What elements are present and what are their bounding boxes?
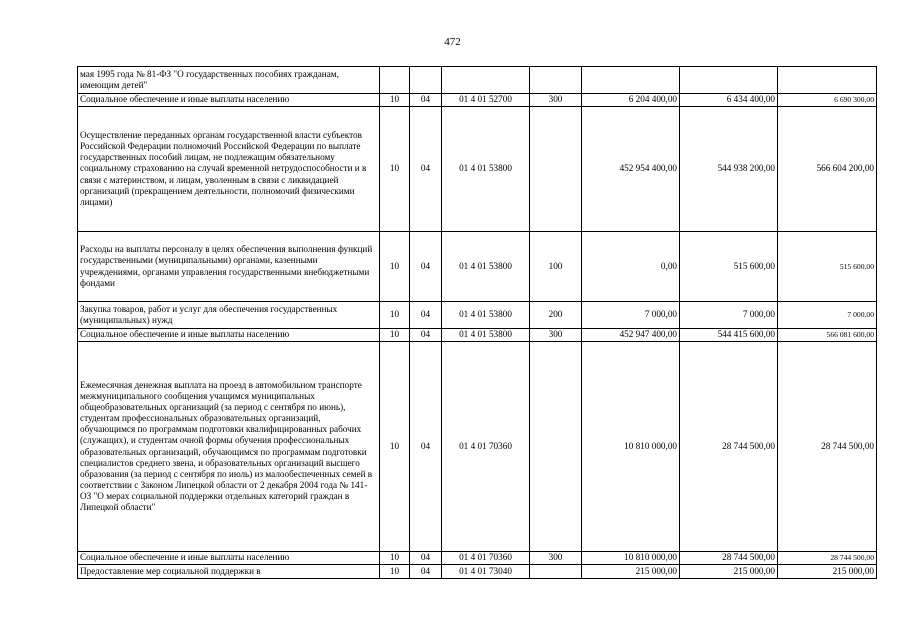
expense-type-cell: 300	[530, 552, 582, 565]
amount-year-3-cell: 566 081 600,00	[778, 329, 877, 342]
row-name-cell: мая 1995 года № 81-ФЗ "О государственных пособиях гражданам, имеющим детей"	[78, 67, 380, 94]
table-row	[78, 302, 877, 329]
amount-year-2-cell: 7 000,00	[680, 302, 778, 329]
target-code-cell: 01 4 01 70360	[442, 342, 530, 552]
row-name-cell: Социальное обеспечение и иные выплаты населению	[78, 94, 380, 107]
amount-year-1-cell: 10 810 000,00	[582, 342, 680, 552]
amount-year-2-cell: 28 744 500,00	[680, 342, 778, 552]
row-name-cell: Социальное обеспечение и иные выплаты населению	[78, 329, 380, 342]
expense-type-cell	[530, 342, 582, 552]
section-cell: 10	[380, 232, 410, 302]
amount-year-2-cell: 544 938 200,00	[680, 107, 778, 232]
page-number: 472	[444, 36, 461, 48]
row-name-cell: Расходы на выплаты персоналу в целях обеспечения выполнения функций государственными (муниципальными) органами, казенными учреждениями, органами управления государственными внебюджетными фондами	[78, 232, 380, 302]
table-row	[78, 329, 877, 342]
section-cell	[380, 67, 410, 94]
table-row	[78, 107, 877, 232]
subsection-cell: 04	[410, 232, 442, 302]
target-code-cell: 01 4 01 53800	[442, 232, 530, 302]
amount-year-1-cell: 215 000,00	[582, 565, 680, 579]
subsection-cell: 04	[410, 107, 442, 232]
target-code-cell: 01 4 01 53800	[442, 329, 530, 342]
amount-year-3-cell: 215 000,00	[778, 565, 877, 579]
expense-type-cell: 300	[530, 94, 582, 107]
amount-year-2-cell: 6 434 400,00	[680, 94, 778, 107]
table-row	[78, 232, 877, 302]
subsection-cell: 04	[410, 565, 442, 579]
expense-type-cell	[530, 565, 582, 579]
amount-year-3-cell: 28 744 500,00	[778, 342, 877, 552]
subsection-cell	[410, 67, 442, 94]
table-row	[78, 552, 877, 565]
amount-year-1-cell: 6 204 400,00	[582, 94, 680, 107]
amount-year-1-cell: 452 947 400,00	[582, 329, 680, 342]
expense-type-cell	[530, 107, 582, 232]
table-row	[78, 67, 877, 94]
target-code-cell	[442, 67, 530, 94]
row-name-cell: Закупка товаров, работ и услуг для обеспечения государственных (муниципальных) нужд	[78, 302, 380, 329]
section-cell: 10	[380, 342, 410, 552]
amount-year-2-cell: 28 744 500,00	[680, 552, 778, 565]
expense-type-cell: 100	[530, 232, 582, 302]
amount-year-1-cell: 10 810 000,00	[582, 552, 680, 565]
amount-year-3-cell: 28 744 500,00	[778, 552, 877, 565]
amount-year-2-cell	[680, 67, 778, 94]
amount-year-1-cell: 0,00	[582, 232, 680, 302]
subsection-cell: 04	[410, 552, 442, 565]
amount-year-3-cell: 7 000,00	[778, 302, 877, 329]
table-row	[78, 565, 877, 579]
subsection-cell: 04	[410, 302, 442, 329]
target-code-cell: 01 4 01 53800	[442, 107, 530, 232]
section-cell: 10	[380, 552, 410, 565]
section-cell: 10	[380, 329, 410, 342]
amount-year-3-cell: 515 600,00	[778, 232, 877, 302]
expense-type-cell: 200	[530, 302, 582, 329]
section-cell: 10	[380, 302, 410, 329]
budget-table	[77, 66, 877, 579]
amount-year-2-cell: 215 000,00	[680, 565, 778, 579]
table-row	[78, 342, 877, 552]
target-code-cell: 01 4 01 73040	[442, 565, 530, 579]
amount-year-2-cell: 515 600,00	[680, 232, 778, 302]
table-row	[78, 94, 877, 107]
amount-year-3-cell: 566 604 200,00	[778, 107, 877, 232]
subsection-cell: 04	[410, 94, 442, 107]
amount-year-1-cell: 7 000,00	[582, 302, 680, 329]
target-code-cell: 01 4 01 53800	[442, 302, 530, 329]
subsection-cell: 04	[410, 329, 442, 342]
row-name-cell: Предоставление мер социальной поддержки в	[78, 565, 380, 579]
row-name-cell: Осуществление переданных органам государственной власти субъектов Российской Федерации полномочий Российской Федерации по выплате государственных пособий лицам, не подлежащим обязательному социальному страхованию на случай временной нетрудоспособности и в связи с материнством, и лицам, уволенным в связи с ликвидацией организаций (прекращением деятельности, полномочий физическими лицами)	[78, 107, 380, 232]
section-cell: 10	[380, 565, 410, 579]
subsection-cell: 04	[410, 342, 442, 552]
section-cell: 10	[380, 107, 410, 232]
expense-type-cell	[530, 67, 582, 94]
amount-year-1-cell	[582, 67, 680, 94]
row-name-cell: Ежемесячная денежная выплата на проезд в автомобильном транспорте межмуниципального сообщения учащимся муниципальных общеобразовательных организаций (за период с сентября по июнь), студентам профессиональных образовательных организаций, обучающимся по программам подготовки квалифицированных рабочих (служащих), и студентам очной формы обучения профессиональных образовательных организаций, обучающимся по программам подготовки специалистов среднего звена, и образовательных организаций высшего образования (за период с сентября по июль) из малообеспеченных семей в соответствии с Законом Липецкой области от 2 декабря 2004 года № 141-ОЗ "О мерах социальной поддержки отдельных категорий граждан в Липецкой области"	[78, 342, 380, 552]
amount-year-3-cell: 6 690 300,00	[778, 94, 877, 107]
amount-year-1-cell: 452 954 400,00	[582, 107, 680, 232]
section-cell: 10	[380, 94, 410, 107]
row-name-cell: Социальное обеспечение и иные выплаты населению	[78, 552, 380, 565]
target-code-cell: 01 4 01 52700	[442, 94, 530, 107]
amount-year-2-cell: 544 415 600,00	[680, 329, 778, 342]
expense-type-cell: 300	[530, 329, 582, 342]
amount-year-3-cell	[778, 67, 877, 94]
target-code-cell: 01 4 01 70360	[442, 552, 530, 565]
